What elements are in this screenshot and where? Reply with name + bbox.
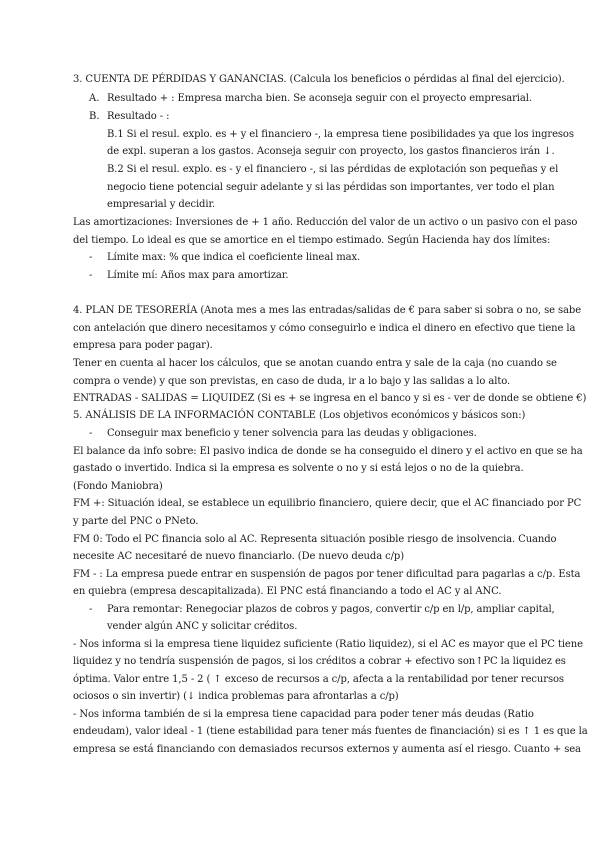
fondo-maniobra: (Fondo Maniobra) <box>73 481 163 492</box>
fm-plus-line-2: y parte del PNC o PNeto. <box>73 516 199 527</box>
section-4-line-2: con antelación que dinero necesitamos y cómo conseguirlo e indica el dinero en efectivo que tiene la <box>73 323 576 334</box>
liquidez-line-2: liquidez y no tendría suspensión de pagos, si los créditos a cobrar + efectivo son↑PC la liquidez es <box>73 656 566 667</box>
endeudamiento-line-2: endeudam), valor ideal - 1 (tiene estabilidad para tener más fuentes de financiación) si es ↑ 1 es que la <box>73 726 588 737</box>
section-4-line-4: Tener en cuenta al hacer los cálculos, que se anotan cuando entra y sale de la caja (no cuando se <box>73 358 557 369</box>
dash-marker: - <box>89 252 93 263</box>
fm-minus-line-1: FM - : La empresa puede entrar en suspensión de pagos por tener dificultad para pagarlas a c/p. Esta <box>73 569 581 580</box>
remontar-line-2: vender algún ANC y solicitar créditos. <box>107 621 298 632</box>
dash-marker: - <box>89 270 93 281</box>
section-5-heading: 5. ANÁLISIS DE LA INFORMACIÓN CONTABLE (Los objetivos económicos y básicos son:) <box>73 410 526 421</box>
amortizaciones-line-2: del tiempo. Lo ideal es que se amortice en el tiempo estimado. Según Hacienda hay dos límites: <box>73 235 551 246</box>
liquidez-line-4: ociosos o sin invertir) (↓ indica problemas para afrontarlas a c/p) <box>73 691 399 702</box>
list-item-a: Resultado + : Empresa marcha bien. Se aconseja seguir con el proyecto empresarial. <box>107 93 532 104</box>
section-4-line-3: empresa para poder pagar). <box>73 340 213 351</box>
fm-minus-line-2: en quiebra (empresa descapitalizada). El PNC está financiando a todo el AC y al ANC. <box>73 586 502 597</box>
list-marker-a: A. <box>89 93 100 104</box>
fm-zero-line-1: FM 0: Todo el PC financia solo al AC. Representa situación posible riesgo de insolvencia. Cuando <box>73 534 557 545</box>
fm-plus-line-1: FM +: Situación ideal, se establece un equilibrio financiero, quiere decir, que el AC financiado por PC <box>73 498 582 509</box>
b1-line-2: de expl. superan a los gastos. Aconseja seguir con proyecto, los gastos financieros irán ↓. <box>107 146 555 157</box>
balance-line-1: El balance da info sobre: El pasivo indica de donde se ha conseguido el dinero y el activo en que se ha <box>73 446 583 457</box>
b1-line-1: B.1 Si el resul. explo. es + y el financiero -, la empresa tiene posibilidades ya que los ingresos <box>107 129 574 140</box>
limite-max: Límite max: % que indica el coeficiente lineal max. <box>107 252 361 263</box>
section-4-line-5: compra o vende) y que son previstas, en caso de duda, ir a lo bajo y las salidas a lo alto. <box>73 376 511 387</box>
b2-line-1: B.2 Si el resul. explo. es - y el financiero -, si las pérdidas de explotación son pequeñas y el <box>107 164 559 175</box>
b2-line-2: negocio tiene potencial seguir adelante y si las pérdidas son importantes, ver todo el plan <box>107 182 555 193</box>
endeudamiento-line-3: empresa se está financiando con demasiados recursos externos y aumenta así el riesgo. Cuanto + sea <box>73 744 581 755</box>
dash-marker: - <box>89 428 93 439</box>
list-marker-b: B. <box>89 111 100 122</box>
section-4-line-1: 4. PLAN DE TESORERÍA (Anota mes a mes las entradas/salidas de € para saber si sobra o no, se sabe <box>73 305 582 316</box>
objetivo-bullet: Conseguir max beneficio y tener solvencia para las deudas y obligaciones. <box>107 428 477 439</box>
balance-line-2: gastado o invertido. Indica si la empresa es solvente o no y si está lejos o no de la quiebra. <box>73 463 524 474</box>
fm-zero-line-2: necesite AC necesitaré de nuevo financiarlo. (De nuevo deuda c/p) <box>73 551 405 562</box>
limite-min: Límite mí: Años max para amortizar. <box>107 270 289 281</box>
liquidez-line-3: óptima. Valor entre 1,5 - 2 ( ↑ exceso de recursos a c/p, afecta a la rentabilidad por tener recursos <box>73 674 564 685</box>
list-item-b: Resultado - : <box>107 111 170 122</box>
amortizaciones-line-1: Las amortizaciones: Inversiones de + 1 año. Reducción del valor de un activo o un pasivo con el paso <box>73 217 578 228</box>
endeudamiento-line-1: - Nos informa también de si la empresa tiene capacidad para poder tener más deudas (Ratio <box>73 709 534 720</box>
dash-marker: - <box>89 604 93 615</box>
liquidez-line-1: - Nos informa si la empresa tiene liquidez suficiente (Ratio liquidez), si el AC es mayor que el PC tiene <box>73 639 583 650</box>
remontar-line-1: Para remontar: Renegociar plazos de cobros y pagos, convertir c/p en l/p, ampliar capital, <box>107 604 555 615</box>
section-3-heading: 3. CUENTA DE PÉRDIDAS Y GANANCIAS. (Calcula los beneficios o pérdidas al final del ejercicio). <box>73 74 565 85</box>
liquidez-formula: ENTRADAS - SALIDAS = LIQUIDEZ (Si es + se ingresa en el banco y si es - ver de donde se obtiene €) <box>73 393 587 404</box>
b2-line-3: empresarial y decidir. <box>107 199 216 210</box>
